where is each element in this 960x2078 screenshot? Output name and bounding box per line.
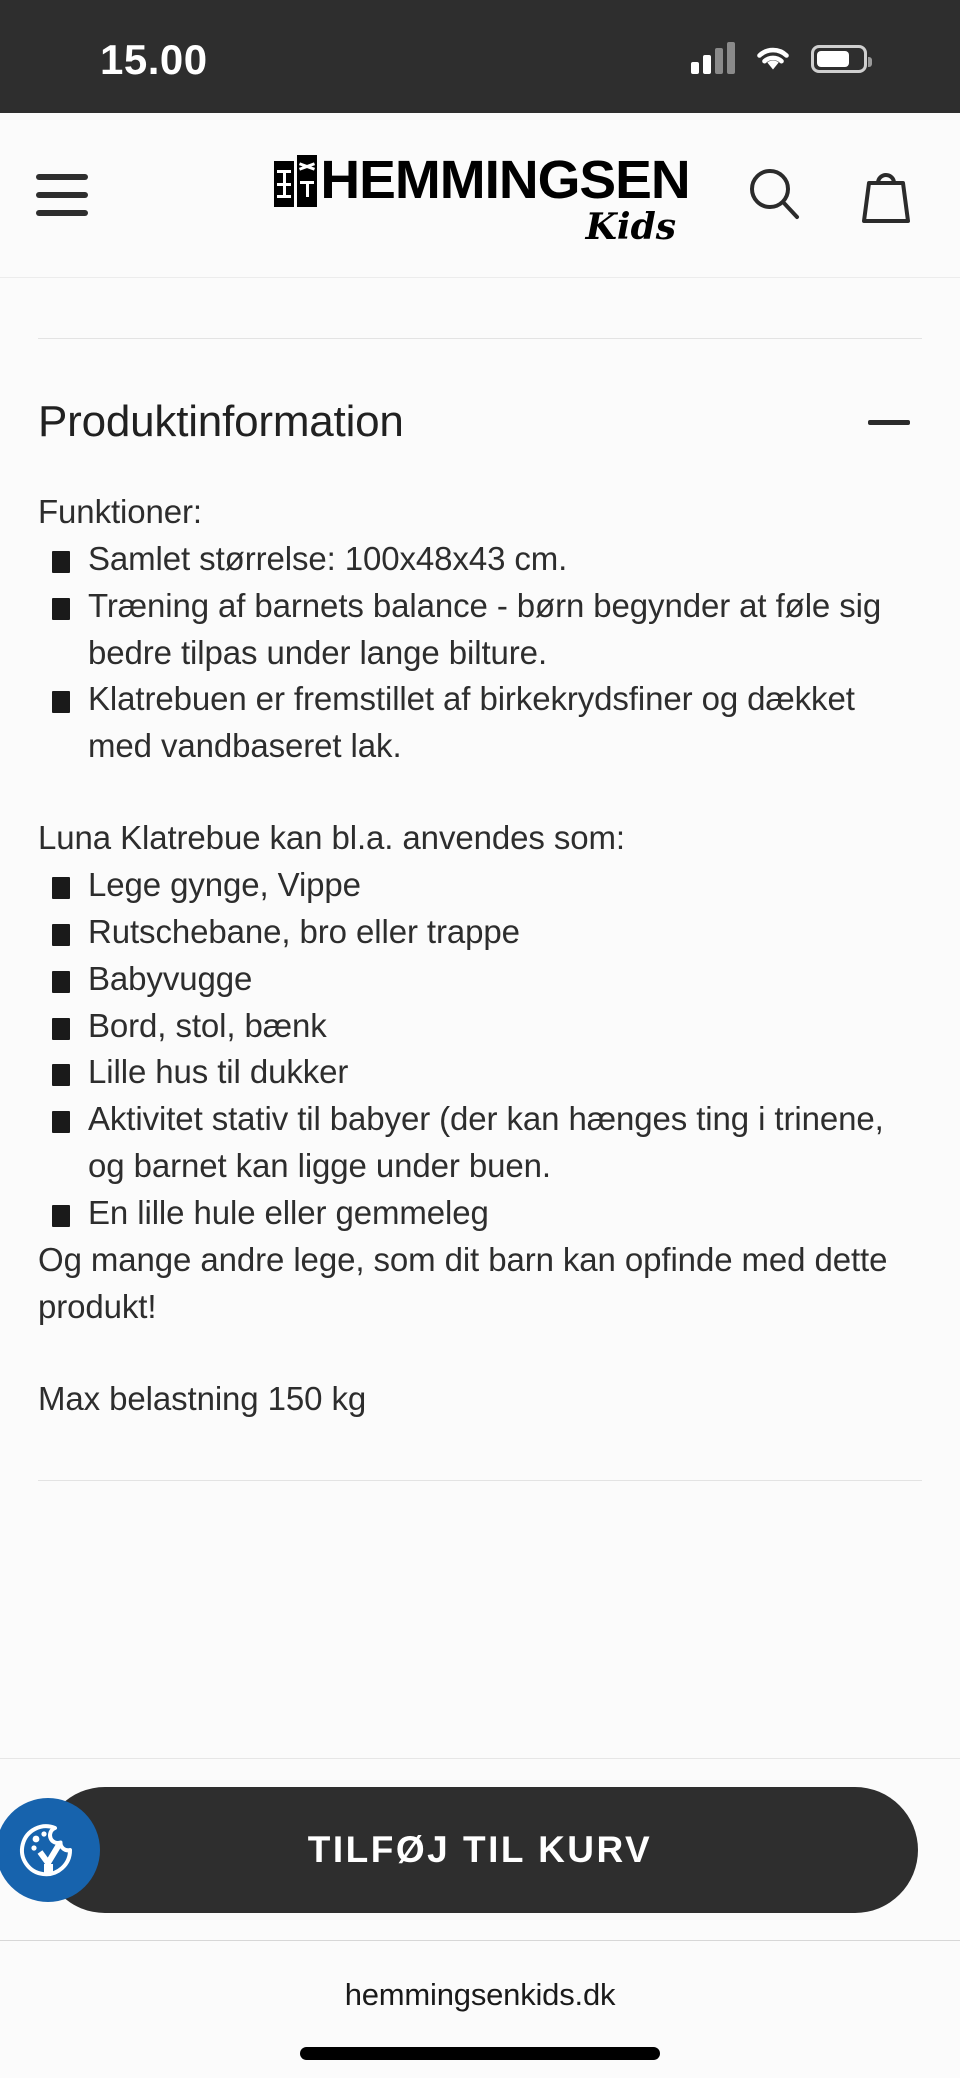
max-load-note: Max belastning 150 kg — [38, 1379, 367, 1417]
bullet-square-icon — [52, 691, 70, 713]
wifi-icon — [753, 44, 793, 74]
list-item-label: Træning af barnets balance - børn begynder at føle sig bedre tilpas under lange bilture. — [88, 586, 882, 671]
list-item-label: Bord, stol, bænk — [88, 1006, 327, 1044]
logo-subbrand: Kids — [585, 206, 677, 248]
bullet-square-icon — [52, 971, 70, 993]
site-logo[interactable] — [274, 150, 690, 248]
logo-wordmark: HEMMINGSEN — [320, 150, 690, 211]
logo-mark-icon — [274, 155, 317, 207]
header-icons — [744, 163, 916, 227]
spacer — [38, 1331, 922, 1376]
list-item — [38, 676, 922, 770]
product-info-body — [38, 489, 922, 1422]
site-header — [0, 113, 960, 278]
list-item-label: Rutschebane, bro eller trappe — [88, 912, 520, 950]
list-item — [38, 1096, 922, 1190]
list-item — [38, 909, 922, 956]
list-item-label: Lille hus til dukker — [88, 1053, 349, 1091]
bullet-square-icon — [52, 551, 70, 573]
home-indicator[interactable] — [300, 2047, 660, 2060]
list-item — [38, 583, 922, 677]
bullet-square-icon — [52, 1205, 70, 1227]
status-time: 15.00 — [100, 35, 208, 83]
add-to-cart-label: TILFØJ TIL KURV — [307, 1828, 653, 1870]
bullet-square-icon — [52, 1111, 70, 1133]
closing-note: Og mange andre lege, som dit barn kan opfinde med dette produkt! — [38, 1240, 888, 1325]
features-heading: Funktioner: — [38, 493, 202, 530]
battery-icon — [811, 45, 867, 73]
browser-footer — [0, 1940, 960, 2078]
list-item — [38, 1049, 922, 1096]
divider-bottom — [38, 1480, 922, 1481]
list-item-label: En lille hule eller gemmeleg — [88, 1194, 489, 1232]
product-info-section — [0, 278, 960, 1758]
site-domain[interactable]: hemmingsenkids.dk — [344, 1977, 616, 2012]
search-icon[interactable] — [744, 164, 806, 226]
list-item-label: Aktivitet stativ til babyer (der kan hænges ting i trinene, og barnet kan ligge under buen. — [88, 1100, 884, 1185]
list-item — [38, 862, 922, 909]
list-item-label: Babyvugge — [88, 959, 253, 997]
cookie-consent-icon[interactable] — [0, 1798, 100, 1902]
status-icons — [691, 44, 867, 74]
hamburger-menu-icon[interactable] — [34, 164, 90, 226]
list-item — [38, 1190, 922, 1237]
add-to-cart-button[interactable] — [42, 1787, 918, 1913]
page-title: Produktinformation — [38, 397, 404, 446]
list-item-label: Klatrebuen er fremstillet af birkekrydsfiner og dækket med vandbaseret lak. — [88, 680, 855, 765]
list-item — [38, 1003, 922, 1050]
bullet-square-icon — [52, 924, 70, 946]
cellular-signal-icon — [691, 44, 735, 74]
bullet-square-icon — [52, 1064, 70, 1086]
accordion-header-produktinformation[interactable] — [38, 339, 922, 489]
list-item — [38, 956, 922, 1003]
minus-icon[interactable] — [868, 420, 910, 425]
list-item — [38, 536, 922, 583]
bullet-square-icon — [52, 1018, 70, 1040]
add-to-cart-bar — [0, 1758, 960, 1940]
status-bar — [0, 0, 960, 113]
spacer — [38, 770, 922, 815]
bullet-square-icon — [52, 877, 70, 899]
list-item-label: Samlet størrelse: 100x48x43 cm. — [88, 539, 568, 577]
bullet-square-icon — [52, 598, 70, 620]
uses-heading: Luna Klatrebue kan bl.a. anvendes som: — [38, 819, 625, 857]
shopping-bag-icon[interactable] — [856, 163, 916, 227]
list-item-label: Lege gynge, Vippe — [88, 866, 361, 904]
